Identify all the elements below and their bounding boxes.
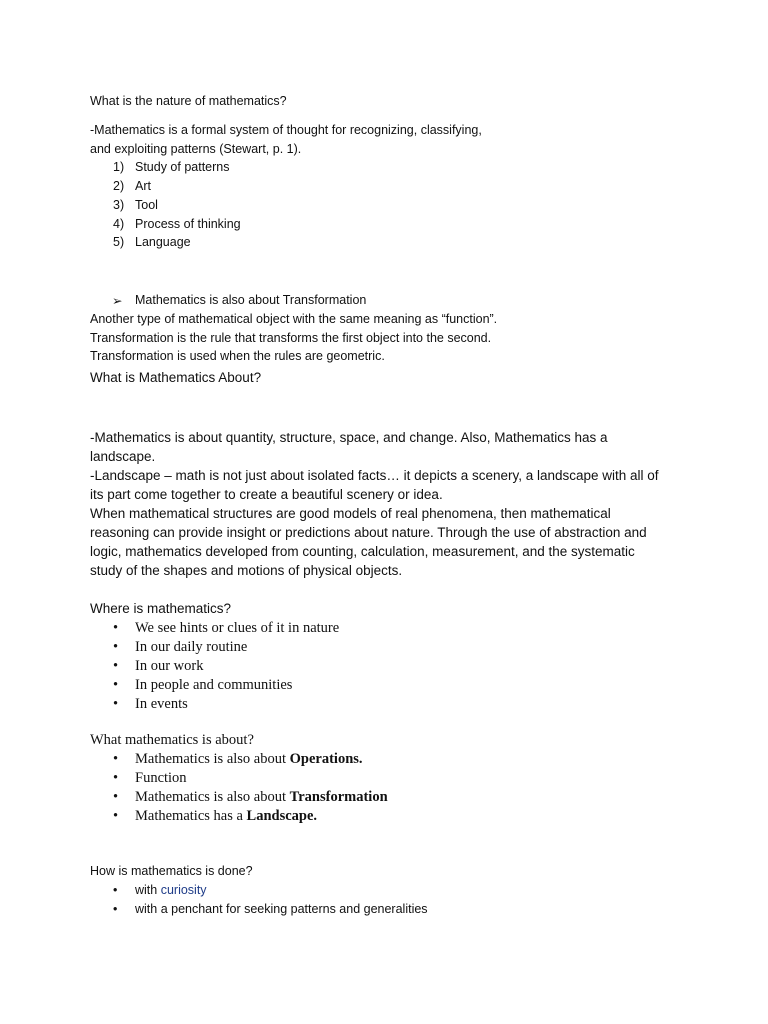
bullet-icon: •: [113, 696, 119, 712]
list-item-bold: Operations.: [289, 751, 363, 767]
list-item-prefix: Mathematics has a: [135, 808, 247, 824]
curiosity-link[interactable]: curiosity: [160, 883, 207, 897]
list-item-text: with a penchant for seeking patterns and generalities: [135, 902, 428, 916]
bullet-icon: •: [113, 620, 119, 636]
bullet-icon: •: [113, 751, 119, 767]
definition-line-2: and exploiting patterns (Stewart, p. 1).: [90, 142, 302, 156]
list-item-text: [135, 770, 187, 787]
item-text: Art: [135, 179, 151, 193]
list-item-prefix: Function: [135, 770, 187, 786]
transformation-line: Transformation is used when the rules are geometric.: [90, 349, 385, 363]
bullet-icon: •: [113, 770, 119, 786]
nature-heading: What is the nature of mathematics?: [90, 94, 287, 108]
bullet-icon: •: [113, 808, 119, 824]
bullet-icon: •: [113, 883, 118, 897]
about-line: its part come together to create a beautiful scenery or idea.: [90, 487, 443, 502]
bullet-icon: •: [113, 789, 119, 805]
item-text: Language: [135, 235, 191, 249]
list-item-text: We see hints or clues of it in nature: [135, 620, 340, 636]
about-line: -Landscape – math is not just about isolated facts… it depicts a scenery, a landscape with all of: [90, 468, 659, 483]
about-line: reasoning can provide insight or predictions about nature. Through the use of abstraction and: [90, 525, 647, 540]
about-line: -Mathematics is about quantity, structure, space, and change. Also, Mathematics has a: [90, 430, 608, 445]
item-number: 3): [113, 198, 125, 212]
item-text: Process of thinking: [135, 217, 241, 231]
item-number: 1): [113, 160, 125, 174]
item-number: 4): [113, 217, 125, 231]
item-number: 5): [113, 235, 125, 249]
bullet-icon: •: [113, 902, 118, 916]
list-item-prefix: Mathematics is also about: [135, 789, 290, 805]
list-item-text: [135, 751, 363, 768]
list-item-text: [135, 789, 388, 806]
bullet-icon: •: [113, 658, 119, 674]
list-item-text: [135, 883, 207, 897]
where-heading: Where is mathematics?: [90, 601, 232, 616]
item-text: Study of patterns: [135, 160, 230, 174]
transformation-line: Transformation is the rule that transforms the first object into the second.: [90, 331, 492, 345]
arrow-bullet-icon: ➢: [112, 294, 123, 308]
item-text: Tool: [135, 198, 158, 212]
about-heading: What is Mathematics About?: [90, 370, 262, 385]
list-item-prefix: Mathematics is also about: [135, 751, 290, 767]
what-about-heading: What mathematics is about?: [90, 732, 254, 748]
list-item-text: In people and communities: [135, 677, 293, 693]
bullet-icon: •: [113, 639, 119, 655]
list-item-text: In our work: [135, 658, 204, 674]
transformation-heading: Mathematics is also about Transformation: [135, 293, 367, 307]
list-item-prefix: with: [135, 883, 161, 897]
list-item-bold: Transformation: [289, 789, 388, 805]
about-line: logic, mathematics developed from counting, calculation, measurement, and the systematic: [90, 544, 635, 559]
about-line: When mathematical structures are good models of real phenomena, then mathematical: [90, 506, 611, 521]
about-line: landscape.: [90, 449, 156, 464]
bullet-icon: •: [113, 677, 119, 693]
list-item-bold: Landscape.: [246, 808, 318, 824]
list-item-text: [135, 808, 317, 825]
transformation-line: Another type of mathematical object with the same meaning as “function”.: [90, 312, 498, 326]
definition-line-1: -Mathematics is a formal system of thought for recognizing, classifying,: [90, 123, 482, 137]
list-item-text: In events: [135, 696, 188, 712]
about-line: study of the shapes and motions of physical objects.: [90, 563, 403, 578]
item-number: 2): [113, 179, 125, 193]
how-heading: How is mathematics is done?: [90, 864, 253, 878]
list-item-text: In our daily routine: [135, 639, 248, 655]
